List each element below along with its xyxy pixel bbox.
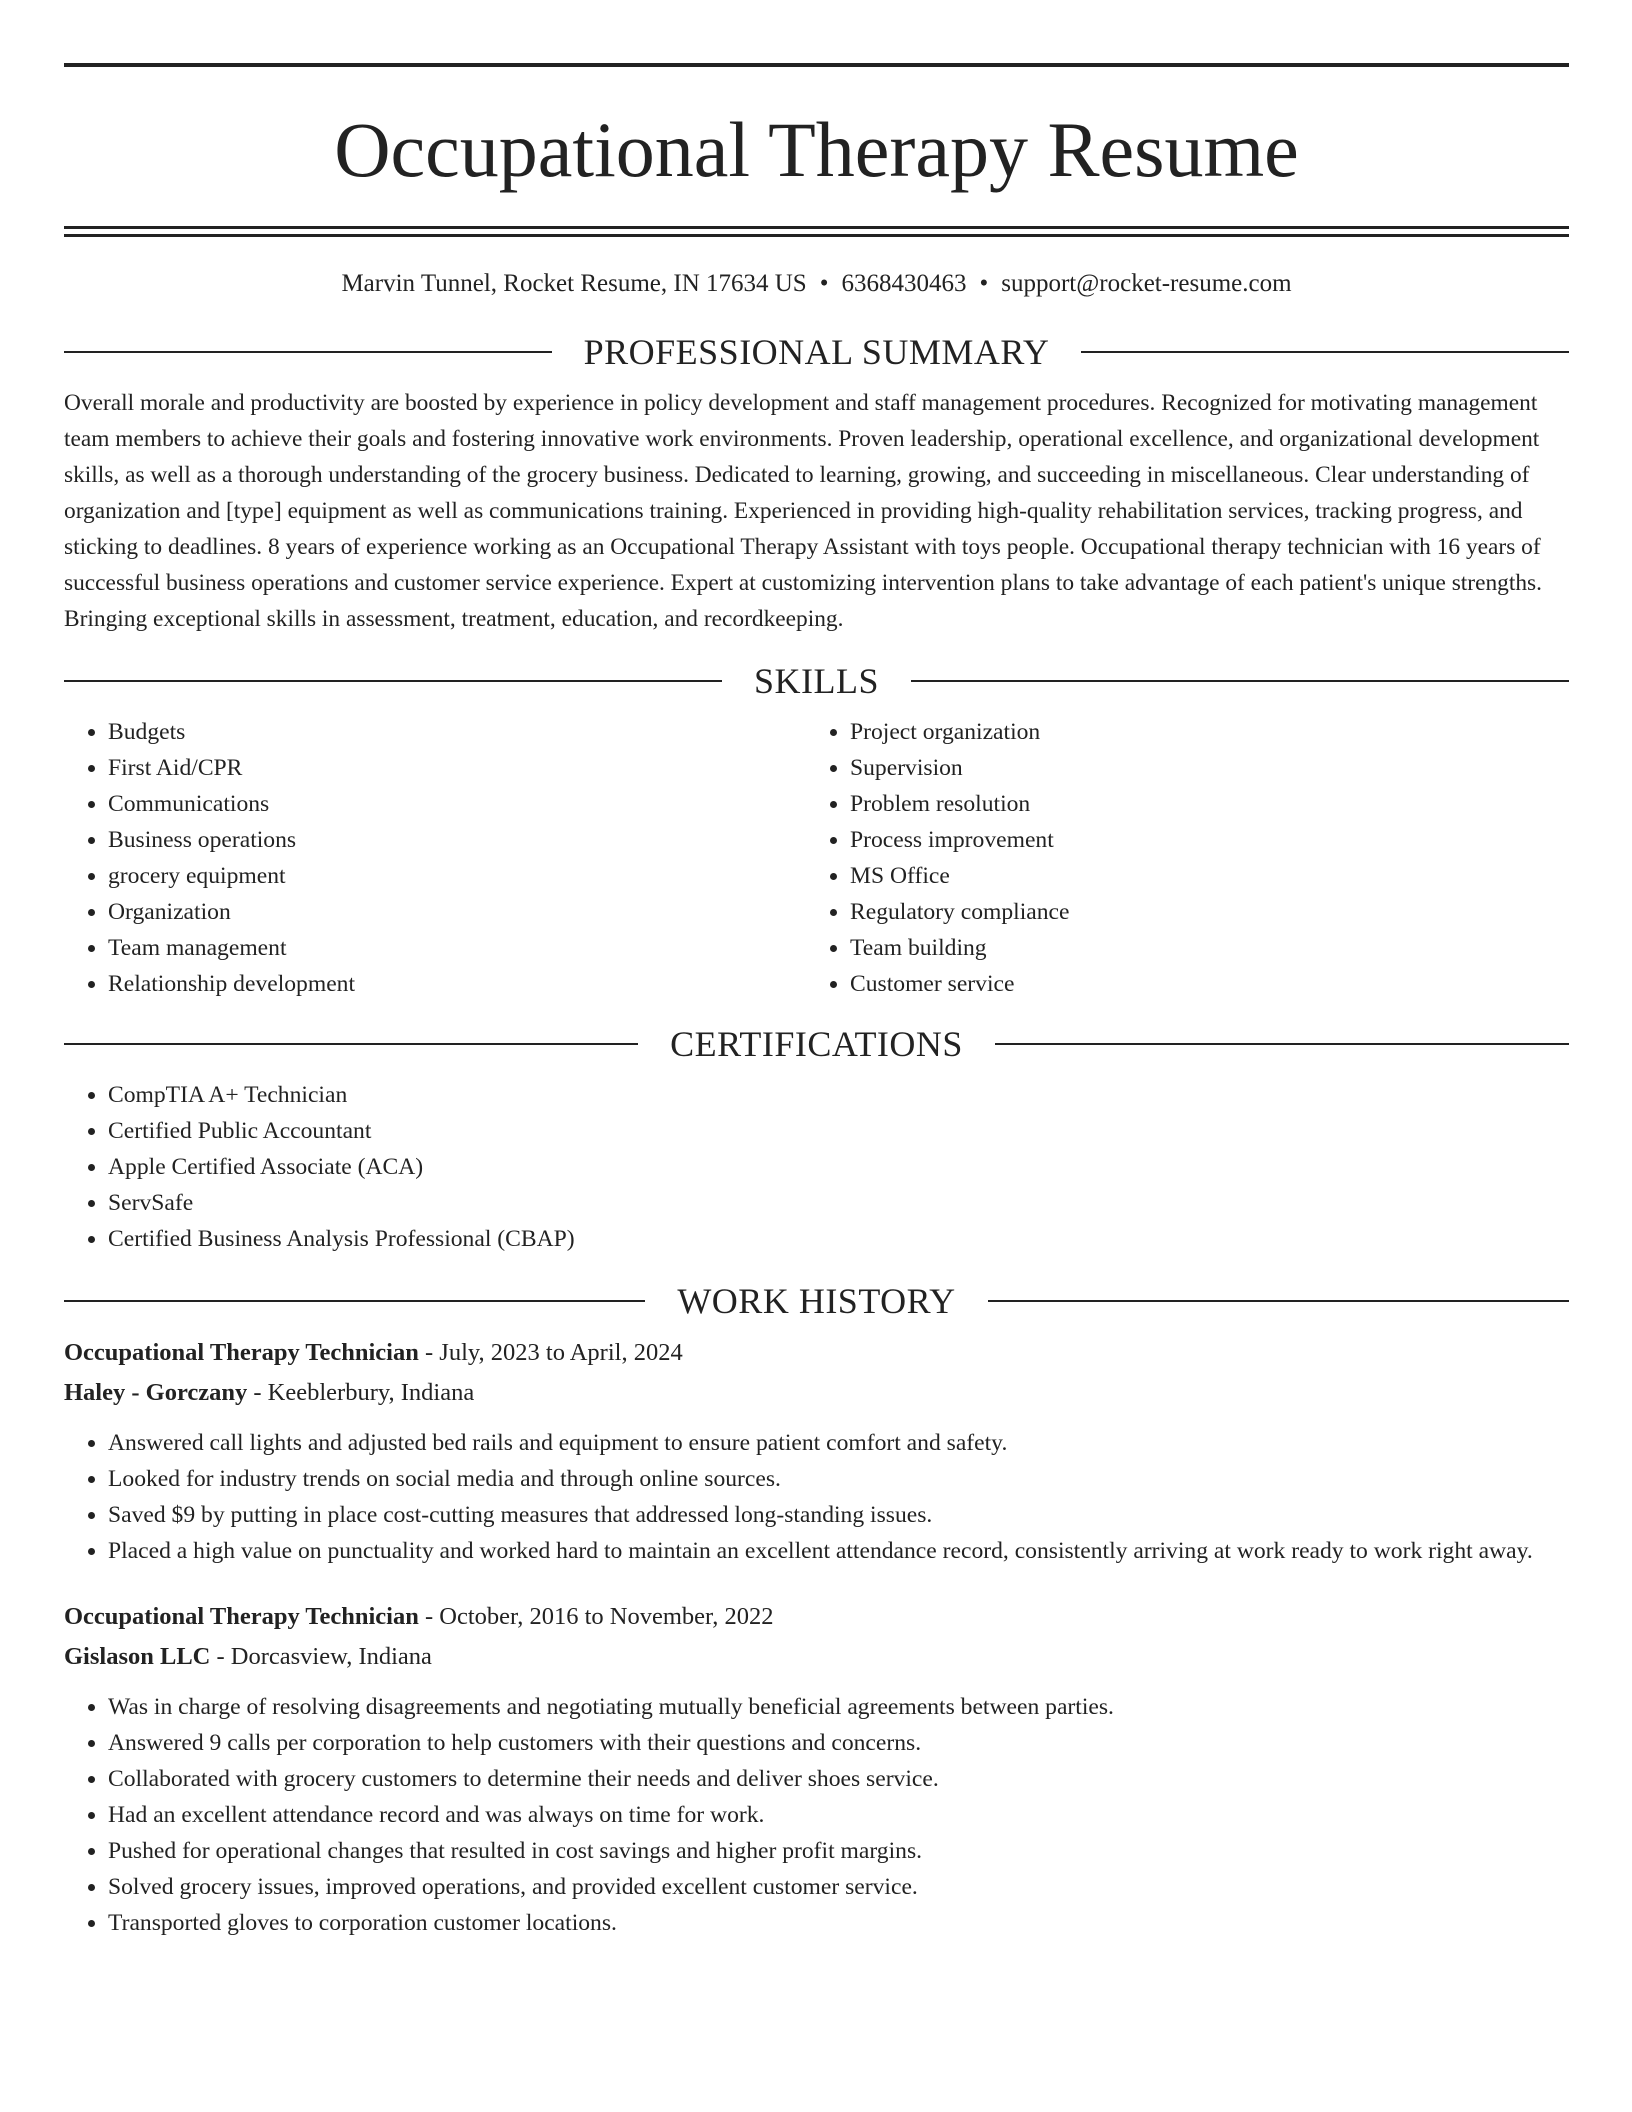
skill-item: • Regulatory compliance	[850, 894, 1548, 930]
job-duty-item: • Answered 9 calls per corporation to help customers with their questions and concerns.	[108, 1725, 1569, 1761]
job-duty-item: • Had an excellent attendance record and was always on time for work.	[108, 1797, 1569, 1833]
resume-page	[64, 0, 1569, 1941]
skills-heading-label: SKILLS	[754, 661, 880, 701]
certifications-section-heading	[64, 1022, 1569, 1066]
job-title: Occupational Therapy Technician	[64, 1339, 419, 1366]
skills-column-right	[806, 714, 1548, 1002]
top-rule	[64, 63, 1569, 67]
certification-item: • Certified Public Accountant	[108, 1113, 1569, 1149]
certification-item: • ServSafe	[108, 1185, 1569, 1221]
work-history-heading-label: WORK HISTORY	[677, 1281, 956, 1321]
certifications-heading-label: CERTIFICATIONS	[670, 1024, 963, 1064]
heading-rule-left	[64, 1300, 645, 1302]
skills-column-left	[64, 714, 806, 1002]
page-title: Occupational Therapy Resume	[334, 106, 1299, 193]
certifications-list	[64, 1077, 1569, 1257]
skill-item: • Team building	[850, 930, 1548, 966]
contact-line	[64, 268, 1569, 300]
skill-item: • grocery equipment	[108, 858, 806, 894]
job-duties-list	[64, 1689, 1569, 1941]
job-company: Gislason LLC	[64, 1643, 211, 1670]
job-duty-item: • Transported gloves to corporation customer locations.	[108, 1905, 1569, 1941]
certification-item: • CompTIA A+ Technician	[108, 1077, 1569, 1113]
skills-list	[64, 714, 1569, 1002]
skill-item: • Project organization	[850, 714, 1548, 750]
summary-text: Overall morale and productivity are boosted by experience in policy development and staff management procedures. Recognized for motivating management team members to achieve their goals and fostering innovative work environments. Proven leadership, operational excellence, and organizational development skills, as well as a thorough understanding of the grocery business. Dedicated to learning, growing, and succeeding in miscellaneous. Clear understanding of organization and [type] equipment as well as communications training. Experienced in providing high-quality rehabilitation services, tracking progress, and sticking to deadlines. 8 years of experience working as an Occupational Therapy Assistant with toys people. Occupational therapy technician with 16 years of successful business operations and customer service experience. Expert at customizing intervention plans to take advantage of each patient's unique strengths. Bringing exceptional skills in assessment, treatment, education, and recordkeeping.	[64, 390, 1543, 632]
heading-rule-left	[64, 1043, 638, 1045]
skill-item: • Supervision	[850, 750, 1548, 786]
job-duty-item: • Solved grocery issues, improved operations, and provided excellent customer service.	[108, 1869, 1569, 1905]
job-duty-item: • Collaborated with grocery customers to determine their needs and deliver shoes service.	[108, 1761, 1569, 1797]
skill-item: • Process improvement	[850, 822, 1548, 858]
job-duty-item: • Placed a high value on punctuality and worked hard to maintain an excellent attendance record, consistently arriving at work ready to work right away.	[108, 1533, 1569, 1569]
certification-item: • Certified Business Analysis Professional (CBAP)	[108, 1221, 1569, 1257]
skill-item: • First Aid/CPR	[108, 750, 806, 786]
certification-item: • Apple Certified Associate (ACA)	[108, 1149, 1569, 1185]
job-dates: - October, 2016 to November, 2022	[425, 1603, 774, 1630]
skill-item: • Problem resolution	[850, 786, 1548, 822]
contact-phone: 6368430463	[841, 270, 967, 297]
heading-rule-right	[911, 680, 1569, 682]
contact-separator: •	[819, 270, 829, 297]
job-title: Occupational Therapy Technician	[64, 1603, 419, 1630]
job-duties-list	[64, 1425, 1569, 1569]
heading-rule-left	[64, 351, 552, 353]
skill-item: • Team management	[108, 930, 806, 966]
job-location: - Keeblerbury, Indiana	[253, 1379, 475, 1406]
job-dates: - July, 2023 to April, 2024	[425, 1339, 683, 1366]
summary-section-heading	[64, 330, 1569, 374]
job-company-line	[64, 1373, 1569, 1413]
skill-item: • MS Office	[850, 858, 1548, 894]
skill-item: • Communications	[108, 786, 806, 822]
summary-heading-label: PROFESSIONAL SUMMARY	[583, 332, 1050, 372]
work-history-section-heading	[64, 1279, 1569, 1323]
job-duty-item: • Saved $9 by putting in place cost-cutting measures that addressed long-standing issues.	[108, 1497, 1569, 1533]
skill-item: • Budgets	[108, 714, 806, 750]
title-double-rule	[64, 226, 1569, 237]
heading-rule-right	[995, 1043, 1569, 1045]
heading-rule-left	[64, 680, 722, 682]
heading-rule-right	[988, 1300, 1569, 1302]
job-duty-item: • Answered call lights and adjusted bed rails and equipment to ensure patient comfort and safety.	[108, 1425, 1569, 1461]
job-location: - Dorcasview, Indiana	[216, 1643, 432, 1670]
heading-rule-right	[1081, 351, 1569, 353]
skill-item: • Relationship development	[108, 966, 806, 1002]
skill-item: • Business operations	[108, 822, 806, 858]
contact-email: support@rocket-resume.com	[1001, 270, 1292, 297]
contact-separator: •	[979, 270, 989, 297]
job-duty-item: • Was in charge of resolving disagreements and negotiating mutually beneficial agreements between parties.	[108, 1689, 1569, 1725]
job-duty-item: • Pushed for operational changes that resulted in cost savings and higher profit margins.	[108, 1833, 1569, 1869]
skill-item: • Organization	[108, 894, 806, 930]
job-duty-item: • Looked for industry trends on social media and through online sources.	[108, 1461, 1569, 1497]
job-company: Haley - Gorczany	[64, 1379, 248, 1406]
job-entry	[64, 1597, 1569, 1941]
job-title-line	[64, 1597, 1569, 1637]
skill-item: • Customer service	[850, 966, 1548, 1002]
job-entry	[64, 1333, 1569, 1569]
contact-address: Marvin Tunnel, Rocket Resume, IN 17634 US	[341, 270, 807, 297]
skills-section-heading	[64, 659, 1569, 703]
job-title-line	[64, 1333, 1569, 1373]
job-company-line	[64, 1637, 1569, 1677]
